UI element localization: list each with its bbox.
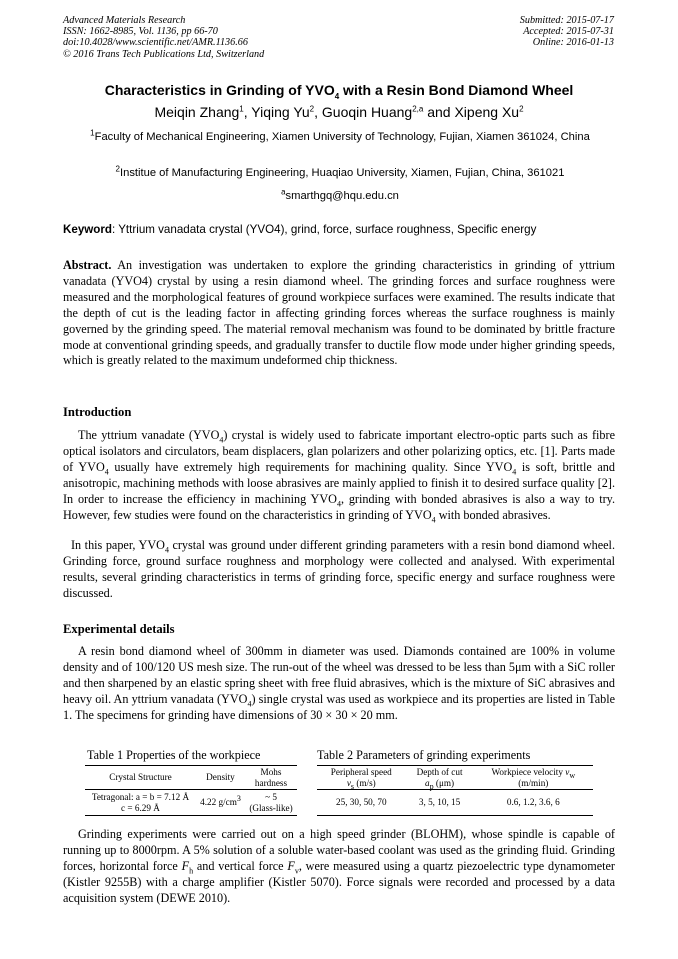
journal-issn: ISSN: 1662-8985, Vol. 1136, pp 66-70 xyxy=(63,26,218,38)
journal-doi: doi:10.4028/www.scientific.net/AMR.1136.66 xyxy=(63,37,248,49)
abstract: Abstract. An investigation was undertaken to explore the grinding characteristics in grinding of yttrium vanadata (YVO4) crystal by using a resin diamond wheel. The grinding forces and surface roughness were measured and the morphological features of ground workpiece surfaces were examined. The results indicate that the depth of cut is the leading factor in affecting grinding forces whereas the surface roughness is mainly governed by the grinding speed. The material removal mechanism was found to be dominated by brittle fracture mode at conventional grinding speeds, and gradually transfer to ductile flow mode under higher grinding speeds, which is greatly related to the maximum undeformed chip thickness. xyxy=(63,258,615,368)
table-1-caption: Table 1 Properties of the workpiece xyxy=(87,748,261,762)
intro-paragraph-2: In this paper, $YVO_4$ crystal was ground under different grinding parameters with a resin bond diamond wheel. Grinding force, ground surface roughness and morphology were collected and analysed. With experimental results, several grinding characteristics in terms of grinding force, specific energy and surface roughness were discussed. xyxy=(63,538,615,600)
experimental-paragraph-2: Grinding experiments were carried out on a high speed grinder (BLOHM), whose spindle is capable of running up to 8000rpm. A 5% solution of a soluble water-based coolant was used as the grinding fluid. Grinding forces, horizontal force $F_h$ and vertical force $F_v$, were measured using a quartz piezoelectric type dynamometer (Kistler 9255B) with a charge amplifier (Kistler 5070). Force signals were recorded and processed by a data acquisition system (DEWE 2010). xyxy=(63,827,615,905)
submitted-date: Submitted: 2015-07-17 xyxy=(519,15,614,26)
table-1 xyxy=(85,765,297,816)
paper-title: Characteristics in Grinding of $YVO_4$ with a Resin Bond Diamond Wheel xyxy=(104,82,574,101)
table-2-header: Peripheral speed $v_s$ (m/s) xyxy=(317,766,406,790)
online-date: Online: 2016-01-13 xyxy=(532,37,614,49)
keywords: Keyword: Yttrium vanadata crystal (YVO4), grind, force, surface roughness, Specific energy xyxy=(63,223,537,236)
author: Meiqin Zhang$^1$, xyxy=(154,104,252,120)
author: Yiqing Yu$^2$, xyxy=(251,104,322,120)
table-2-caption: Table 2 Parameters of grinding experiments xyxy=(317,748,531,762)
section-heading-introduction: Introduction xyxy=(63,405,132,419)
table-1-header: Crystal Structure xyxy=(85,766,196,790)
journal-info xyxy=(63,15,264,60)
affiliation-1: $^1$Faculty of Mechanical Engineering, Xiamen University of Technology, Fujian, Xiamen 361024, China xyxy=(90,128,590,143)
author-list xyxy=(0,104,678,120)
article-dates xyxy=(520,15,614,49)
section-heading-experimental: Experimental details xyxy=(63,622,175,636)
journal-name: Advanced Materials Research xyxy=(63,15,186,26)
accepted-date: Accepted: 2015-07-31 xyxy=(523,26,614,38)
journal-copyright: © 2016 Trans Tech Publications Ltd, Switzerland xyxy=(63,48,265,60)
table-row xyxy=(85,790,297,816)
table-cell: 4.22 $g/cm^3$ xyxy=(196,790,245,816)
table-1-header: Mohs hardness xyxy=(245,766,297,790)
table-row xyxy=(317,790,593,816)
author: Xipeng Xu$^2$ xyxy=(454,104,524,120)
corresponding-email: $^a$smarthgq@hqu.edu.cn xyxy=(281,187,399,202)
experimental-paragraph-1: A resin bond diamond wheel of 300mm in diameter was used. Diamonds contained are 100% in volume density and of 100/120 US mesh size. The run-out of the wheel was dressed to be less than 5μm with a SiC roller and then sharpened by an elastic spring sheet with free fluid abrasives, which is the mixture of SiC abrasives and heavy oil. An yttrium vanadata $(YVO_4)$ single crystal was used as workpiece and its properties are listed in Table 1. The specimens for grinding have dimensions of 30 × 30 × 20 mm. xyxy=(63,644,615,722)
author: Guoqin Huang$^{2,a}$ and xyxy=(321,104,455,120)
table-2 xyxy=(317,765,593,816)
intro-paragraph-1: The yttrium vanadate $(YVO_4)$ crystal is widely used to fabricate important electro-optic parts such as fibre optical isolators and circulators, beam displacers, glan polarizers and other polarizing optics, etc. [1]. Parts made of $YVO_4$ usually have extremely high requirements for machining quality. Since $YVO_4$ is soft, brittle and anisotropic, machining methods with loose abrasives are mainly applied to finish it to desired surface quality [2]. In order to increase the efficiency in machining $YVO_4$, grinding with bonded abrasives is also a way to try. However, few studies were found on the characteristics in grinding of $YVO_4$ with bonded abrasives. xyxy=(63,428,615,524)
table-2-header: Workpiece velocity $v_w$ (m/min) xyxy=(474,766,593,790)
table-cell: 0.6, 1.2, 3.6, 6 xyxy=(474,790,593,816)
table-cell: Tetragonal: a = b = 7.12 Å c = 6.29 Å xyxy=(85,790,196,816)
table-2-header: Depth of cut $a_p$ (μm) xyxy=(406,766,474,790)
table-cell: 3, 5, 10, 15 xyxy=(406,790,474,816)
affiliation-2: $^2$Institue of Manufacturing Engineering, Huaqiao University, Xiamen, Fujian, China, 361021 xyxy=(115,164,565,179)
table-1-header: Density xyxy=(196,766,245,790)
table-cell: ~ 5 (Glass-like) xyxy=(245,790,297,816)
table-cell: 25, 30, 50, 70 xyxy=(317,790,406,816)
